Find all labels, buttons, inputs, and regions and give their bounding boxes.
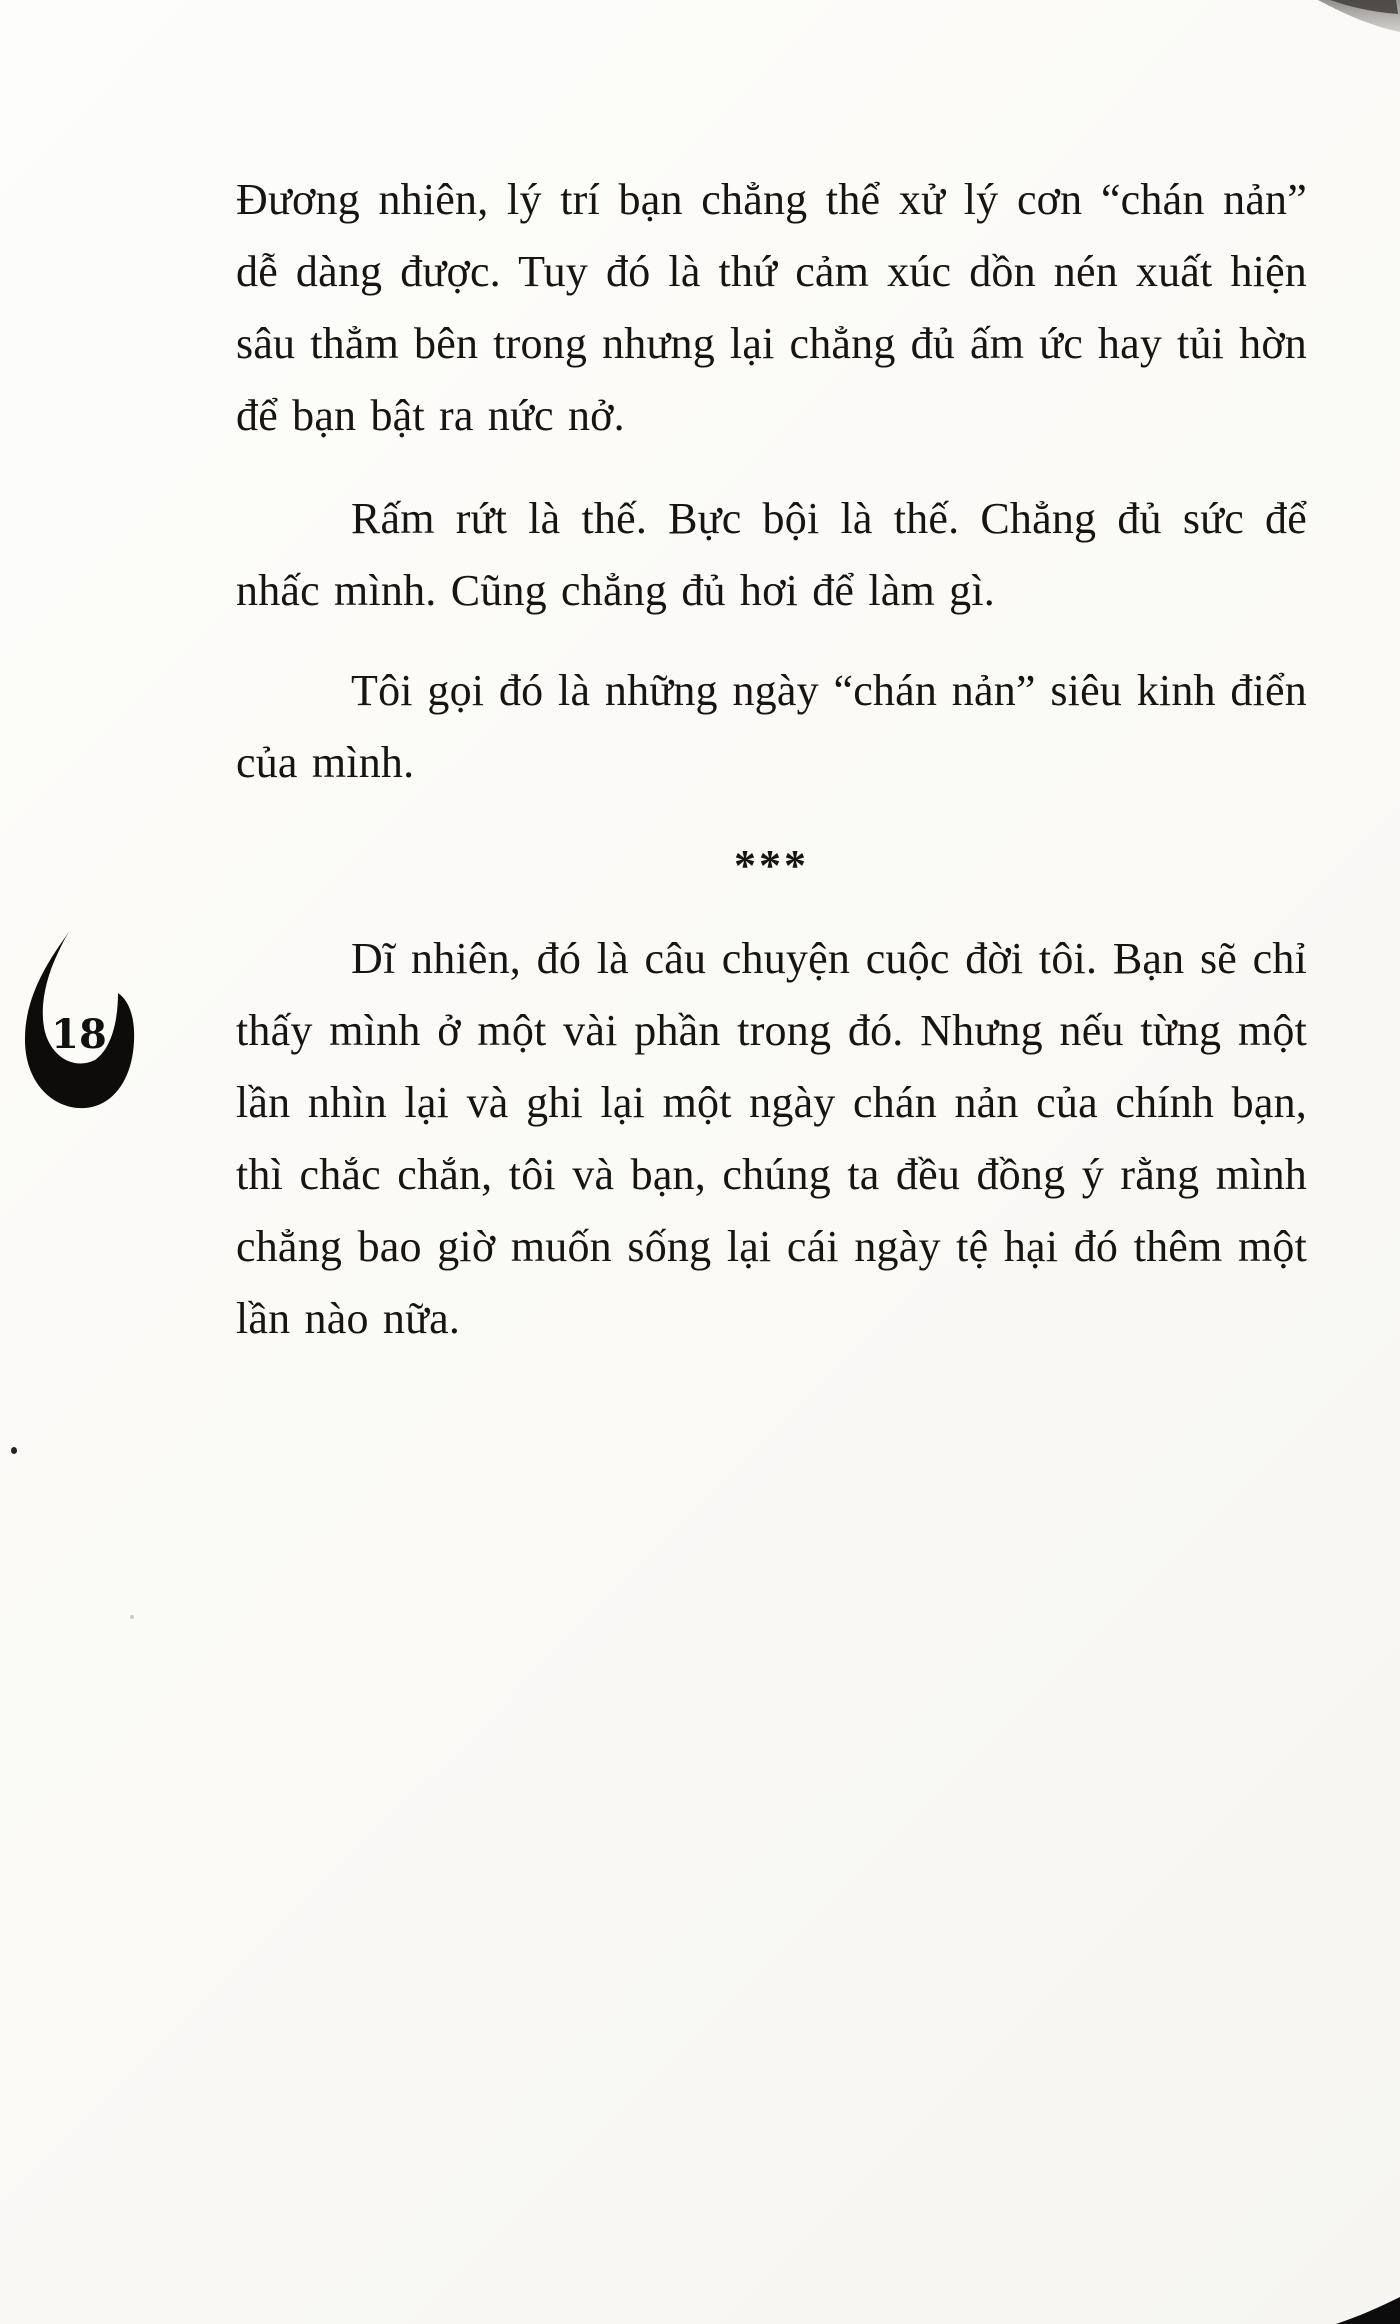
page-number: 18 — [51, 1011, 107, 1058]
crescent-page-number-ornament — [0, 920, 160, 1120]
paragraph-1: Đương nhiên, lý trí bạn chẳng thể xử lý cơn “chán nản” dễ dàng được. Tuy đó là thứ cảm xúc dồn nén xuất hiện sâu thẳm bên trong nhưng lại chẳng đủ ấm ức hay tủi hờn để bạn bật ra nức nở. — [236, 175, 1307, 440]
paragraph-4: Dĩ nhiên, đó là câu chuyện cuộc đời tôi. Bạn sẽ chỉ thấy mình ở một vài phần trong đó. Nhưng nếu từng một lần nhìn lại và ghi lại một ngày chán nản của chính bạn, thì chắc chắn, tôi và bạn, chúng ta đều đồng ý rằng mình chẳng bao giờ muốn sống lại cái ngày tệ hại đó thêm một lần nào nữa. — [236, 934, 1307, 1343]
ink-speck — [11, 1447, 17, 1454]
scan-shadow-bottom-right-icon — [1300, 2290, 1400, 2324]
scan-smudge-top-right-icon — [1300, 0, 1400, 38]
section-separator: *** — [734, 841, 809, 890]
text-block — [236, 164, 1307, 1355]
paragraph-3: Tôi gọi đó là những ngày “chán nản” siêu kinh điển của mình. — [236, 666, 1307, 787]
ink-speck — [130, 1615, 134, 1619]
paragraph-2: Rấm rứt là thế. Bực bội là thế. Chẳng đủ sức để nhấc mình. Cũng chẳng đủ hơi để làm gì. — [236, 494, 1307, 615]
